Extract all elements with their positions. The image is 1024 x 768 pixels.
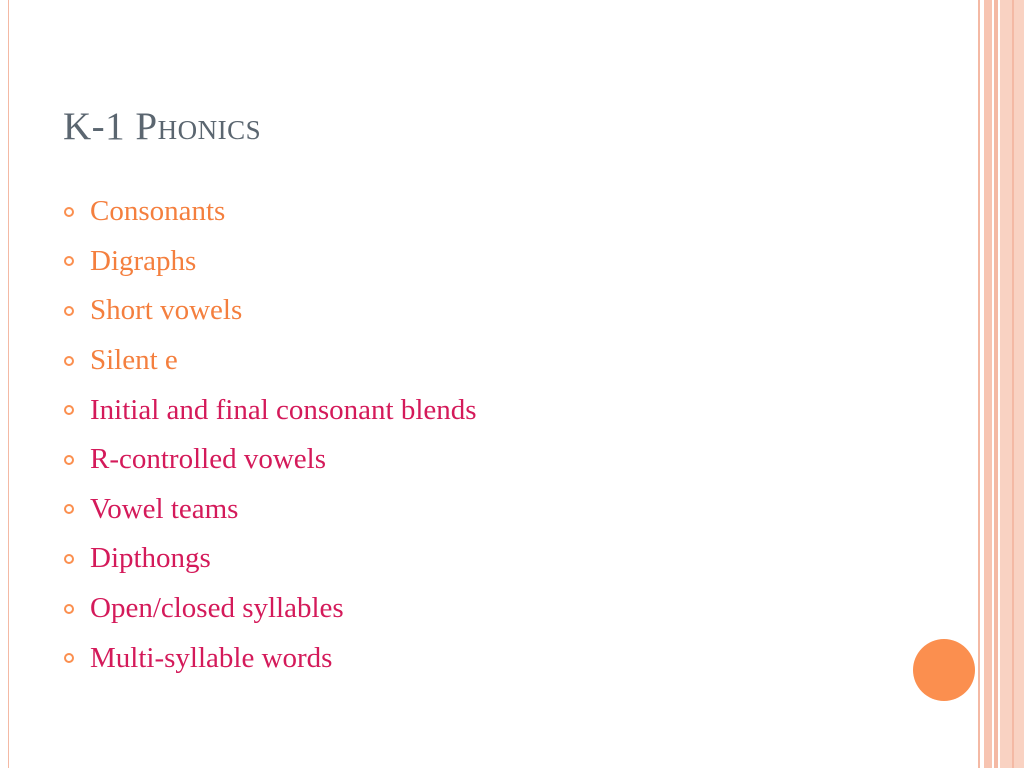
right-stripe-decoration — [978, 0, 980, 768]
bullet-circle-icon — [64, 256, 74, 266]
bullet-circle-icon — [64, 356, 74, 366]
bullet-item — [63, 485, 477, 535]
bullet-text: Multi-syllable words — [90, 641, 333, 674]
bullet-circle-icon — [64, 554, 74, 564]
bullet-item — [63, 435, 477, 485]
right-stripe-decoration — [1012, 0, 1014, 768]
bullet-text: Digraphs — [90, 244, 197, 277]
bullet-circle-icon — [64, 207, 74, 217]
bullet-circle-icon — [64, 405, 74, 415]
bullet-item — [63, 187, 477, 237]
bullet-text: Dipthongs — [90, 542, 211, 575]
bullet-list — [63, 187, 477, 683]
right-stripe-decoration — [984, 0, 992, 768]
bullet-text: Silent e — [90, 344, 178, 377]
bullet-text: R-controlled vowels — [90, 443, 326, 476]
bullet-item — [63, 534, 477, 584]
bullet-circle-icon — [64, 504, 74, 514]
bullet-item — [63, 584, 477, 634]
bullet-item — [63, 336, 477, 386]
bullet-item — [63, 633, 477, 683]
bullet-text: Short vowels — [90, 294, 243, 327]
bullet-item — [63, 385, 477, 435]
bullet-text: Consonants — [90, 195, 226, 228]
bullet-item — [63, 286, 477, 336]
slide-title: K-1 Phonics — [63, 105, 262, 148]
bullet-text: Vowel teams — [90, 492, 239, 525]
left-border-line — [8, 0, 9, 768]
accent-circle — [913, 639, 975, 701]
bullet-circle-icon — [64, 653, 74, 663]
bullet-text: Initial and final consonant blends — [90, 393, 477, 426]
bullet-circle-icon — [64, 604, 74, 614]
bullet-item — [63, 237, 477, 287]
bullet-circle-icon — [64, 306, 74, 316]
bullet-circle-icon — [64, 455, 74, 465]
right-stripe-decoration — [994, 0, 998, 768]
bullet-text: Open/closed syllables — [90, 592, 344, 625]
